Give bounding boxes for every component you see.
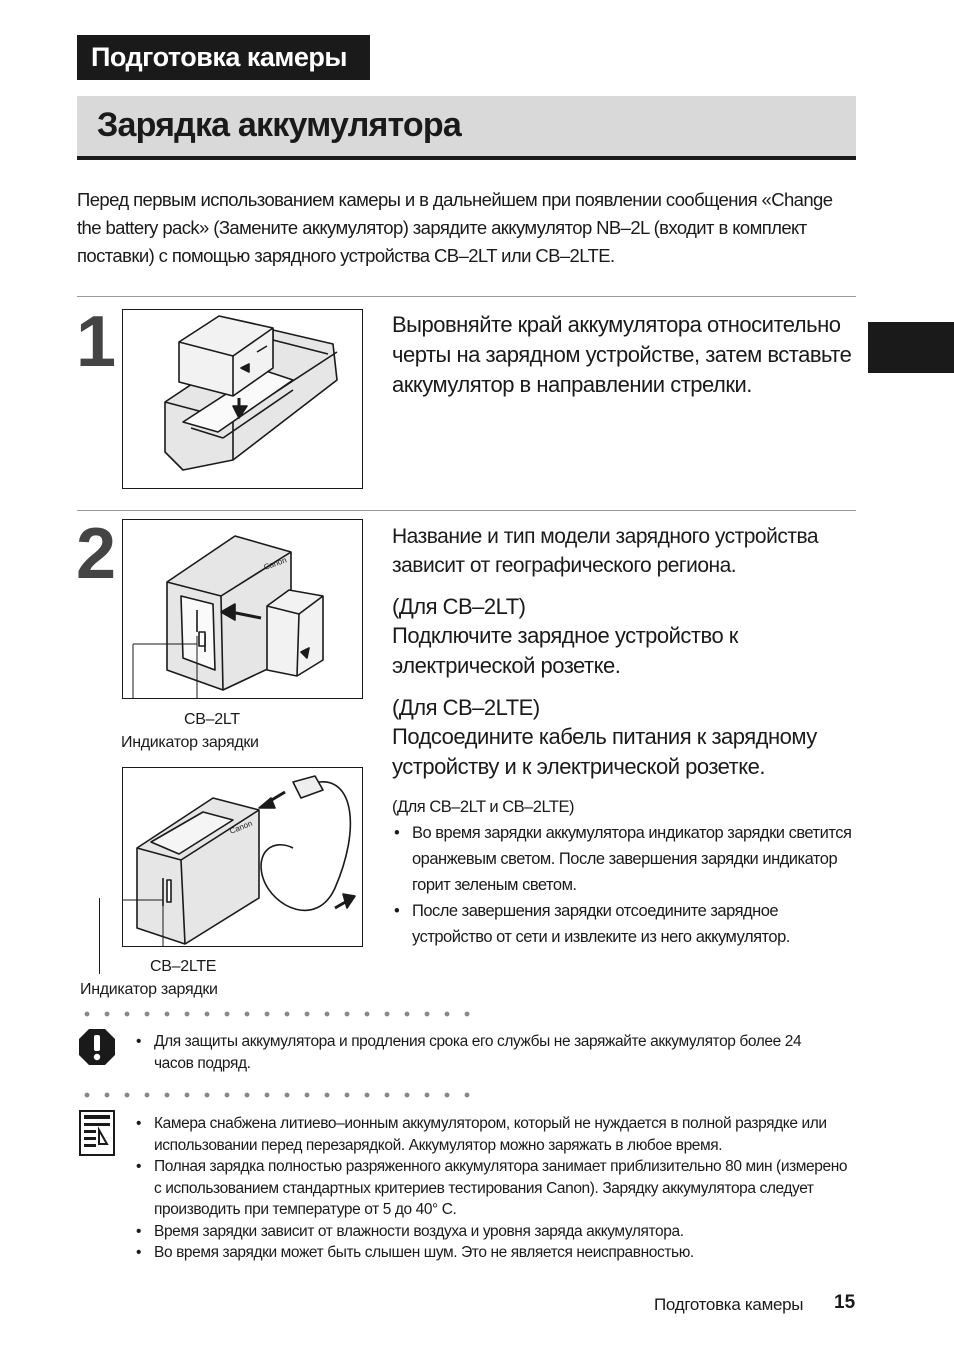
chapter-tab: [868, 322, 954, 373]
list-item: • Во время зарядки может быть слышен шум. Это не является неисправностью.: [134, 1242, 854, 1264]
figure-cb2lte: [122, 767, 363, 947]
step-divider: [77, 510, 856, 511]
brand-mark: Canon: [262, 555, 288, 572]
dotted-divider: [77, 1092, 473, 1098]
list-item: • Камера снабжена литиево–ионным аккумулятором, который не нуждается в полной разрядке или использовании перед перезарядкой. Аккумулятор можно заряжать в любое время.: [134, 1113, 854, 1156]
step-2-content: [392, 522, 862, 950]
cb2lte-heading: (Для CB–2LTE): [392, 695, 540, 720]
note-icon: [79, 1110, 115, 1156]
step-2-intro: Название и тип модели зарядного устройства зависит от географического региона.: [392, 525, 819, 577]
notes-list: [134, 1113, 854, 1264]
figure-model-label: CB–2LT: [184, 711, 240, 728]
dotted-divider: [77, 1011, 473, 1017]
step-1-instruction: Выровняйте край аккумулятора относительно черты на зарядном устройстве, затем вставьте аккумулятор в направлении стрелки.: [392, 312, 852, 397]
list-item: • Время зарядки зависит от влажности воздуха и уровня заряда аккумулятора.: [134, 1221, 854, 1243]
page-title: Зарядка аккумулятора: [97, 106, 461, 144]
step-2-bullets: [392, 820, 862, 950]
cb2lt-heading: (Для CB–2LT): [392, 594, 526, 619]
figure-indicator-label: Индикатор зарядки: [80, 981, 218, 998]
list-item: • Для защиты аккумулятора и продления срока его службы не заряжайте аккумулятор более 24 часов подряд.: [134, 1031, 834, 1074]
list-item: • Полная зарядка полностью разряженного аккумулятора занимает приблизительно 80 мин (измерено с использованием стандартных критериев тестирования Canon). Зарядку аккумулятора следует производить при температуре от 5 до 40° C.: [134, 1156, 854, 1221]
footer-section: Подготовка камеры: [654, 1295, 804, 1314]
brand-mark: Canon: [228, 818, 254, 836]
both-models-heading: (Для CB–2LT и CB–2LTE): [392, 798, 575, 816]
indicator-leader-line: [99, 898, 100, 974]
figure-cb2lt: [122, 519, 363, 699]
list-item: • После завершения зарядки отсоедините зарядное устройство от сети и извлеките из него аккумулятор.: [392, 898, 862, 950]
step-number: 1: [76, 302, 115, 382]
intro-paragraph: Перед первым использованием камеры и в дальнейшем при появлении сообщения «Change the battery pack» (Замените аккумулятор) зарядите аккумулятор NB–2L (входит в комплект поставки) с помощью зарядного устройства CB–2LT или CB–2LTE.: [77, 189, 833, 266]
page-number: 15: [834, 1292, 856, 1313]
list-item: • Во время зарядки аккумулятора индикатор зарядки светится оранжевым светом. После завершения зарядки индикатор горит зеленым светом.: [392, 820, 862, 898]
page-title-bar: [77, 96, 856, 160]
figure-model-label: CB–2LTE: [150, 958, 217, 975]
caution-icon: [78, 1028, 116, 1066]
caution-list: [134, 1031, 834, 1074]
step-number: 2: [76, 514, 115, 594]
cb2lte-charger-illustration: [123, 768, 362, 946]
step-divider: [77, 296, 856, 297]
figure-indicator-label: Индикатор зарядки: [121, 734, 259, 751]
section-label: Подготовка камеры: [77, 35, 370, 80]
battery-charger-illustration: [123, 310, 362, 488]
cb2lte-instruction: Подсоедините кабель питания к зарядному устройству и к электрической розетке.: [392, 724, 817, 779]
figure-battery-insert: [122, 309, 363, 489]
cb2lt-charger-illustration: [123, 520, 362, 698]
cb2lt-instruction: Подключите зарядное устройство к электрической розетке.: [392, 623, 738, 678]
